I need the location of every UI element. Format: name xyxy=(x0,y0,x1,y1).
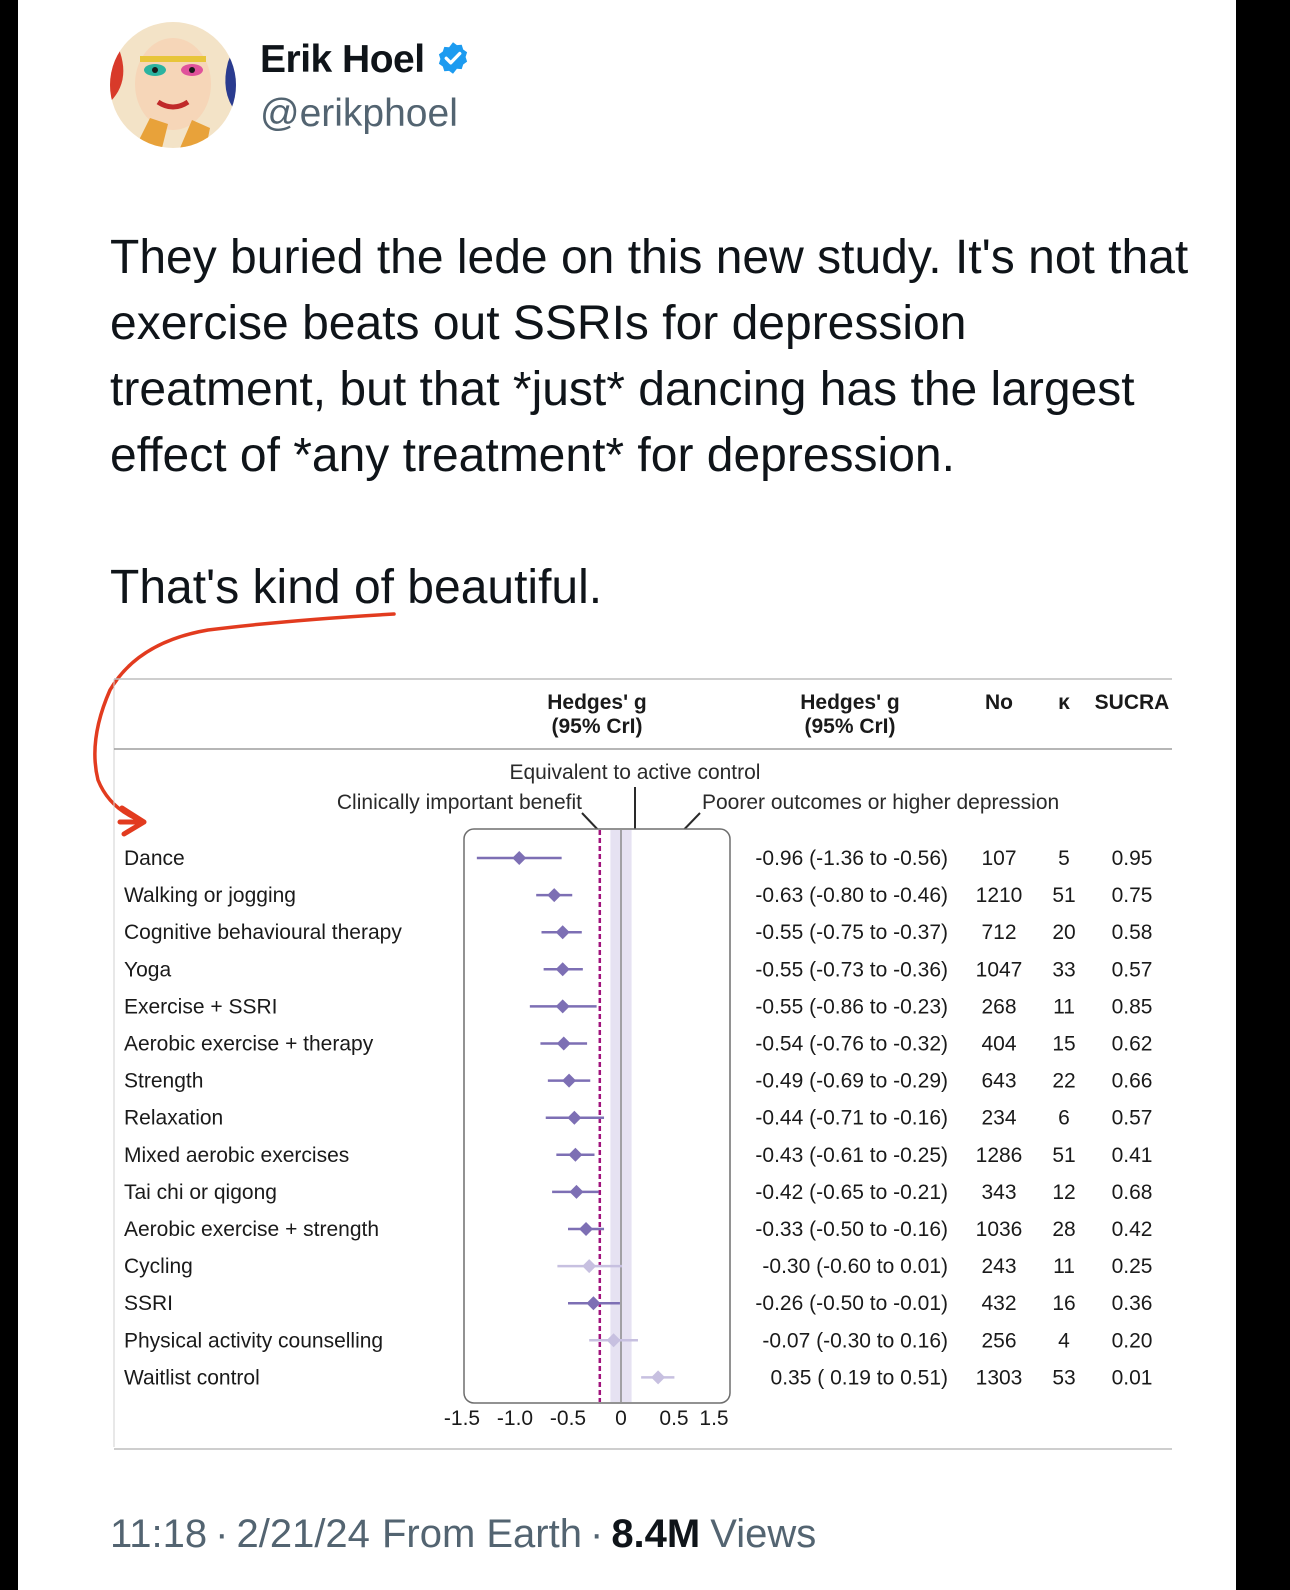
tweet-paragraph: They buried the lede on this new study. It's not that exercise beats out SSRIs for depression treatment, but that *just* dancing has the largest effect of *any treatment* for depression. xyxy=(110,231,1189,482)
estimate-text: -0.42 (-0.65 to -0.21) xyxy=(755,1180,948,1204)
sucra-value: 0.62 xyxy=(1111,1032,1153,1056)
plot-header-line2: (95% CrI) xyxy=(551,715,643,738)
no-value: 1210 xyxy=(975,884,1023,908)
treatment-label: Mixed aerobic exercises xyxy=(124,1143,350,1167)
estimate-text: -0.07 (-0.30 to 0.16) xyxy=(762,1329,948,1353)
estimate-text: -0.63 (-0.80 to -0.46) xyxy=(755,884,948,908)
tweet-footer xyxy=(110,1512,816,1557)
estimate-text: -0.55 (-0.75 to -0.37) xyxy=(755,921,948,945)
axis-tick-label: 0.5 xyxy=(659,1407,689,1430)
treatment-label: Aerobic exercise + therapy xyxy=(124,1032,374,1056)
no-value: 1303 xyxy=(975,1366,1023,1390)
sucra-value: 0.66 xyxy=(1111,1069,1153,1093)
sucra-value: 0.95 xyxy=(1111,847,1153,870)
estimate-text: -0.54 (-0.76 to -0.32) xyxy=(755,1032,948,1056)
treatment-label: Physical activity counselling xyxy=(124,1329,384,1353)
tweet-time[interactable]: 11:18 xyxy=(110,1512,208,1556)
k-value: 11 xyxy=(1053,995,1075,1019)
views-label: Views xyxy=(710,1512,817,1556)
sucra-value: 0.25 xyxy=(1111,1255,1153,1279)
treatment-label: Aerobic exercise + strength xyxy=(124,1218,380,1241)
plot-header-line1: Hedges' g xyxy=(547,691,647,714)
author-name[interactable]: Erik Hoel xyxy=(260,38,425,81)
sucra-value: 0.01 xyxy=(1111,1366,1153,1390)
k-header: κ xyxy=(1058,691,1070,714)
no-value: 432 xyxy=(981,1292,1017,1316)
k-value: 11 xyxy=(1053,1255,1075,1279)
estimate-header-line2: (95% CrI) xyxy=(804,715,896,738)
clinical-annotation: Clinically important benefit xyxy=(336,791,582,814)
k-value: 5 xyxy=(1058,847,1070,870)
k-value: 22 xyxy=(1052,1069,1076,1093)
k-value: 53 xyxy=(1052,1366,1076,1390)
tweet-card xyxy=(18,0,1236,1590)
estimate-text: -0.44 (-0.71 to -0.16) xyxy=(755,1106,948,1130)
axis-tick-label: -1.5 xyxy=(443,1407,481,1430)
no-value: 712 xyxy=(981,921,1017,945)
no-value: 404 xyxy=(981,1032,1017,1056)
estimate-text: 0.35 ( 0.19 to 0.51) xyxy=(770,1366,948,1390)
sucra-value: 0.20 xyxy=(1111,1329,1153,1353)
estimate-header-line1: Hedges' g xyxy=(800,691,900,714)
treatment-label: SSRI xyxy=(124,1292,174,1316)
estimate-text: -0.43 (-0.61 to -0.25) xyxy=(755,1143,948,1167)
treatment-label: Dance xyxy=(124,847,185,870)
sucra-value: 0.42 xyxy=(1111,1218,1153,1241)
estimate-text: -0.33 (-0.50 to -0.16) xyxy=(755,1218,948,1241)
k-value: 6 xyxy=(1058,1106,1070,1130)
treatment-label: Waitlist control xyxy=(124,1366,260,1390)
no-value: 107 xyxy=(981,847,1017,870)
sucra-value: 0.68 xyxy=(1111,1180,1153,1204)
treatment-label: Exercise + SSRI xyxy=(124,995,278,1019)
estimate-text: -0.55 (-0.86 to -0.23) xyxy=(755,995,948,1019)
k-value: 51 xyxy=(1052,1143,1076,1167)
k-value: 12 xyxy=(1052,1180,1076,1204)
k-value: 33 xyxy=(1052,958,1076,982)
k-value: 16 xyxy=(1052,1292,1076,1316)
tweet-body xyxy=(110,225,1190,621)
sucra-value: 0.57 xyxy=(1111,958,1153,982)
avatar[interactable] xyxy=(110,22,236,148)
estimate-text: -0.26 (-0.50 to -0.01) xyxy=(755,1292,948,1316)
estimate-text: -0.30 (-0.60 to 0.01) xyxy=(762,1255,948,1279)
no-value: 243 xyxy=(981,1255,1017,1279)
author-row xyxy=(260,38,471,82)
k-value: 15 xyxy=(1052,1032,1076,1056)
sucra-value: 0.58 xyxy=(1111,921,1153,945)
avatar-illustration xyxy=(110,22,236,148)
tweet-paragraph: That's kind of beautiful. xyxy=(110,561,603,614)
treatment-label: Strength xyxy=(124,1069,204,1093)
treatment-label: Yoga xyxy=(124,958,172,982)
verified-badge-icon xyxy=(435,40,471,81)
no-value: 1036 xyxy=(975,1218,1023,1241)
sucra-value: 0.85 xyxy=(1111,995,1153,1019)
k-value: 28 xyxy=(1052,1218,1076,1241)
axis-tick-label: -1.0 xyxy=(496,1407,534,1430)
axis-tick-label: 1.5 xyxy=(699,1407,729,1430)
equivalent-annotation: Equivalent to active control xyxy=(509,761,761,784)
sucra-value: 0.41 xyxy=(1111,1143,1153,1167)
views-count[interactable]: 8.4M xyxy=(611,1512,701,1556)
treatment-label: Walking or jogging xyxy=(124,884,296,908)
axis-tick-label: 0 xyxy=(615,1407,627,1430)
no-value: 343 xyxy=(981,1180,1017,1204)
treatment-label: Relaxation xyxy=(124,1106,224,1130)
separator: · xyxy=(589,1512,604,1556)
estimate-text: -0.49 (-0.69 to -0.29) xyxy=(755,1069,948,1093)
no-header: No xyxy=(985,691,1013,714)
forest-plot xyxy=(110,677,1190,1457)
sucra-value: 0.36 xyxy=(1111,1292,1153,1316)
no-value: 1047 xyxy=(975,958,1023,982)
sucra-value: 0.75 xyxy=(1111,884,1153,908)
separator: · xyxy=(215,1512,229,1556)
plot-panel xyxy=(464,829,730,1403)
no-value: 268 xyxy=(981,995,1017,1019)
sucra-header: SUCRA xyxy=(1094,691,1170,714)
no-value: 1286 xyxy=(975,1143,1023,1167)
axis-tick-label: -0.5 xyxy=(549,1407,587,1430)
treatment-label: Cognitive behavioural therapy xyxy=(124,921,402,945)
no-value: 234 xyxy=(981,1106,1017,1130)
k-value: 20 xyxy=(1052,921,1076,945)
k-value: 51 xyxy=(1052,884,1076,908)
no-value: 256 xyxy=(981,1329,1017,1353)
author-handle[interactable]: @erikphoel xyxy=(260,92,458,135)
treatment-label: Tai chi or qigong xyxy=(124,1180,277,1204)
treatment-label: Cycling xyxy=(124,1255,193,1279)
estimate-text: -0.96 (-1.36 to -0.56) xyxy=(755,847,948,870)
sucra-value: 0.57 xyxy=(1111,1106,1153,1130)
tweet-date[interactable]: 2/21/24 xyxy=(236,1512,370,1556)
no-value: 643 xyxy=(981,1069,1017,1093)
tweet-source: From Earth xyxy=(381,1512,582,1556)
poorer-annotation: Poorer outcomes or higher depression xyxy=(702,791,1060,814)
estimate-text: -0.55 (-0.73 to -0.36) xyxy=(755,958,948,982)
k-value: 4 xyxy=(1058,1329,1070,1353)
